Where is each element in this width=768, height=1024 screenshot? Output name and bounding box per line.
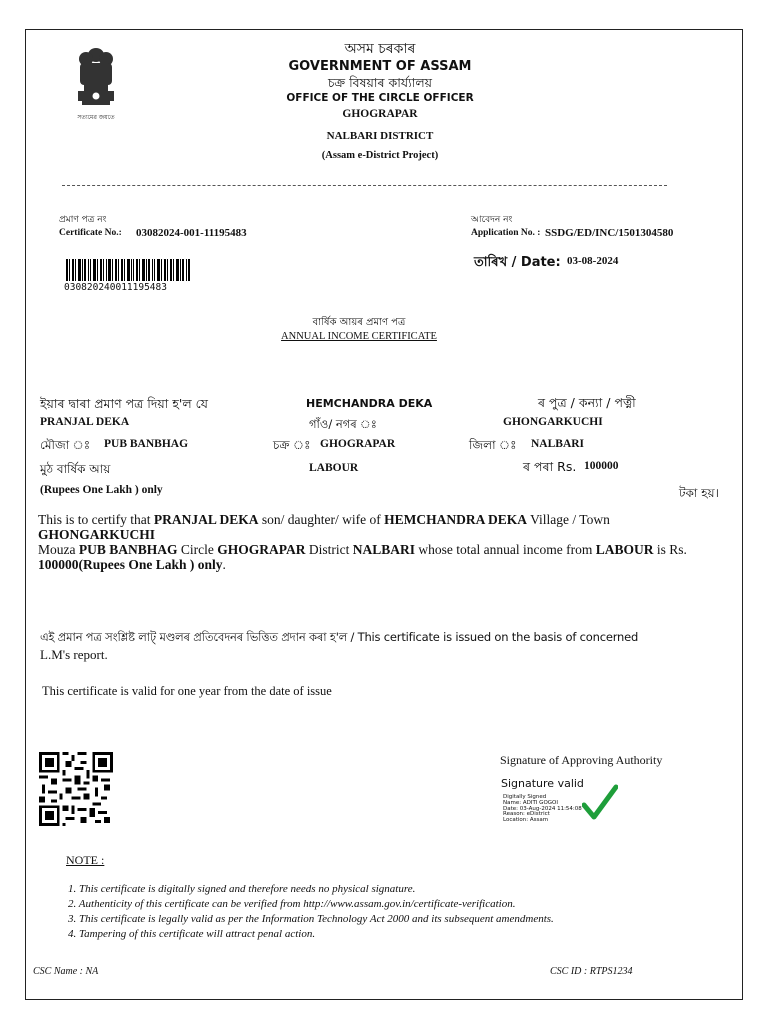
certificate-no-label: Certificate No.: [59,228,122,238]
income-source: LABOUR [309,462,359,474]
signature-detail-line: Date: 03-Aug-2024 11:54:08 [503,805,582,812]
checkmark-icon [582,783,618,821]
amount-words: (Rupees One Lakh ) only [40,484,163,496]
para-text: whose total annual income from [415,542,596,557]
para-text: District [305,542,353,557]
para-village: GHONGARKUCHI [38,527,156,542]
from-label: ৰ পৰা Rs. [523,459,577,474]
taka-label: টকা হয়। [679,486,719,500]
district-name: NALBARI DISTRICT [326,130,434,142]
basis-text-line2: L.M's report. [40,647,108,662]
mouza-value: PUB BANBHAG [104,438,189,450]
application-no-value: SSDG/ED/INC/1501304580 [545,227,674,239]
para-text: Circle [177,542,218,557]
signature-detail-line: Location: Assam [503,817,549,824]
income-amount: 100000 [584,460,619,472]
certificate-no-value: 03082024-001-11195483 [136,227,247,239]
village-label: গাঁও/ নগৰ ঃ [309,417,377,431]
barcode-number: 030820240011195483 [64,282,167,293]
basis-text-line1: এই প্ৰমান পত্ৰ সংশ্লিষ্ট লাট্‌ মণ্ডলৰ প্ৰতিবেদনৰ ভিত্তিত প্ৰদান কৰা হ'ল / This certificate is issued on the basis of concerned [40,630,639,644]
district-value: NALBARI [531,438,585,450]
district-label: জিলা ঃ [469,438,517,452]
para-text: is Rs. [653,542,687,557]
project-name: (Assam e-District Project) [321,150,439,161]
signature-detail-line: Digitally Signed [503,794,547,800]
emblem-motto: সত্যমেৱ জয়তে [77,114,115,121]
para-income-source: LABOUR [595,542,654,557]
office-english: OFFICE OF THE CIRCLE OFFICER [286,92,474,104]
circle-name: GHOGRAPAR [342,108,418,120]
note-item: 4. Tampering of this certificate will attract penal action. [68,928,316,940]
note-item: 3. This certificate is legally valid as per the Information Technology Act 2000 and its subsequent amendments. [68,913,554,925]
note-heading: NOTE : [66,853,105,867]
para-amount: 100000(Rupees One Lakh ) only [38,557,223,572]
para-text: This is to certify that [38,512,154,527]
signature-detail-line: Reason: eDistrict [503,811,550,818]
para-district: NALBARI [352,542,416,557]
csc-name: CSC Name : NA [33,966,99,977]
application-no-label: Application No. : [471,228,541,238]
circle-label: চক্ৰ ঃ [273,438,311,452]
signature-valid-label: Signature valid [501,777,584,790]
note-item: 1. This certificate is digitally signed and therefore needs no physical signature. [68,883,416,895]
certify-assamese: ইয়াৰ দ্বাৰা প্ৰমাণ পত্ৰ দিয়া হ'ল যে [40,396,208,411]
qr-code-icon [39,752,113,826]
village-value: GHONGARKUCHI [503,416,603,428]
certificate-no-label-assamese: প্ৰমাণ পত্ৰ নং [59,215,107,225]
header-divider [62,185,667,186]
office-assamese: চক্ৰ বিষয়াৰ কাৰ্য্যালয় [327,75,433,90]
title-english: ANNUAL INCOME CERTIFICATE [281,331,437,342]
govt-assamese: অসম চৰকাৰ [344,41,416,57]
signature-authority-label: Signature of Approving Authority [500,753,663,767]
father-name: HEMCHANDRA DEKA [306,397,433,410]
note-item: 2. Authenticity of this certificate can be verified from http://www.assam.gov.in/certificate-verification. [68,898,516,910]
date-label: তাৰিখ / Date: [474,255,561,270]
csc-id: CSC ID : RTPS1234 [550,966,633,977]
para-circle: GHOGRAPAR [217,542,306,557]
para-mouza: PUB BANBHAG [78,542,178,557]
para-text: son/ daughter/ wife of [258,512,385,527]
national-emblem-icon [68,45,124,123]
circle-value: GHOGRAPAR [320,438,396,450]
title-assamese: বাৰ্ষিক আয়ৰ প্ৰমাণ পত্ৰ [312,317,406,328]
digital-signature-details [503,795,582,824]
english-certification-paragraph [38,512,728,572]
para-text: . [222,557,226,572]
applicant-name: PRANJAL DEKA [40,416,130,428]
validity-text: This certificate is valid for one year from the date of issue [42,684,332,698]
para-father-name: HEMCHANDRA DEKA [384,512,527,527]
date-value: 03-08-2024 [567,255,619,267]
signature-detail-line: Name: ADITI GOGOI [503,799,558,806]
para-applicant-name: PRANJAL DEKA [153,512,259,527]
relation-label: ৰ পুত্ৰ / কন্যা / পত্নী [538,395,636,410]
govt-english: GOVERNMENT OF ASSAM [288,59,472,74]
income-label: মুঠ বাৰ্ষিক আয় [40,462,111,476]
mouza-label: মৌজা ঃ [40,438,91,452]
para-text: Mouza [38,542,79,557]
barcode-icon [66,259,190,281]
notes-list [68,882,554,942]
header [275,40,485,163]
para-text: Village / Town [526,512,610,527]
application-no-label-assamese: আবেদন নং [471,215,513,225]
